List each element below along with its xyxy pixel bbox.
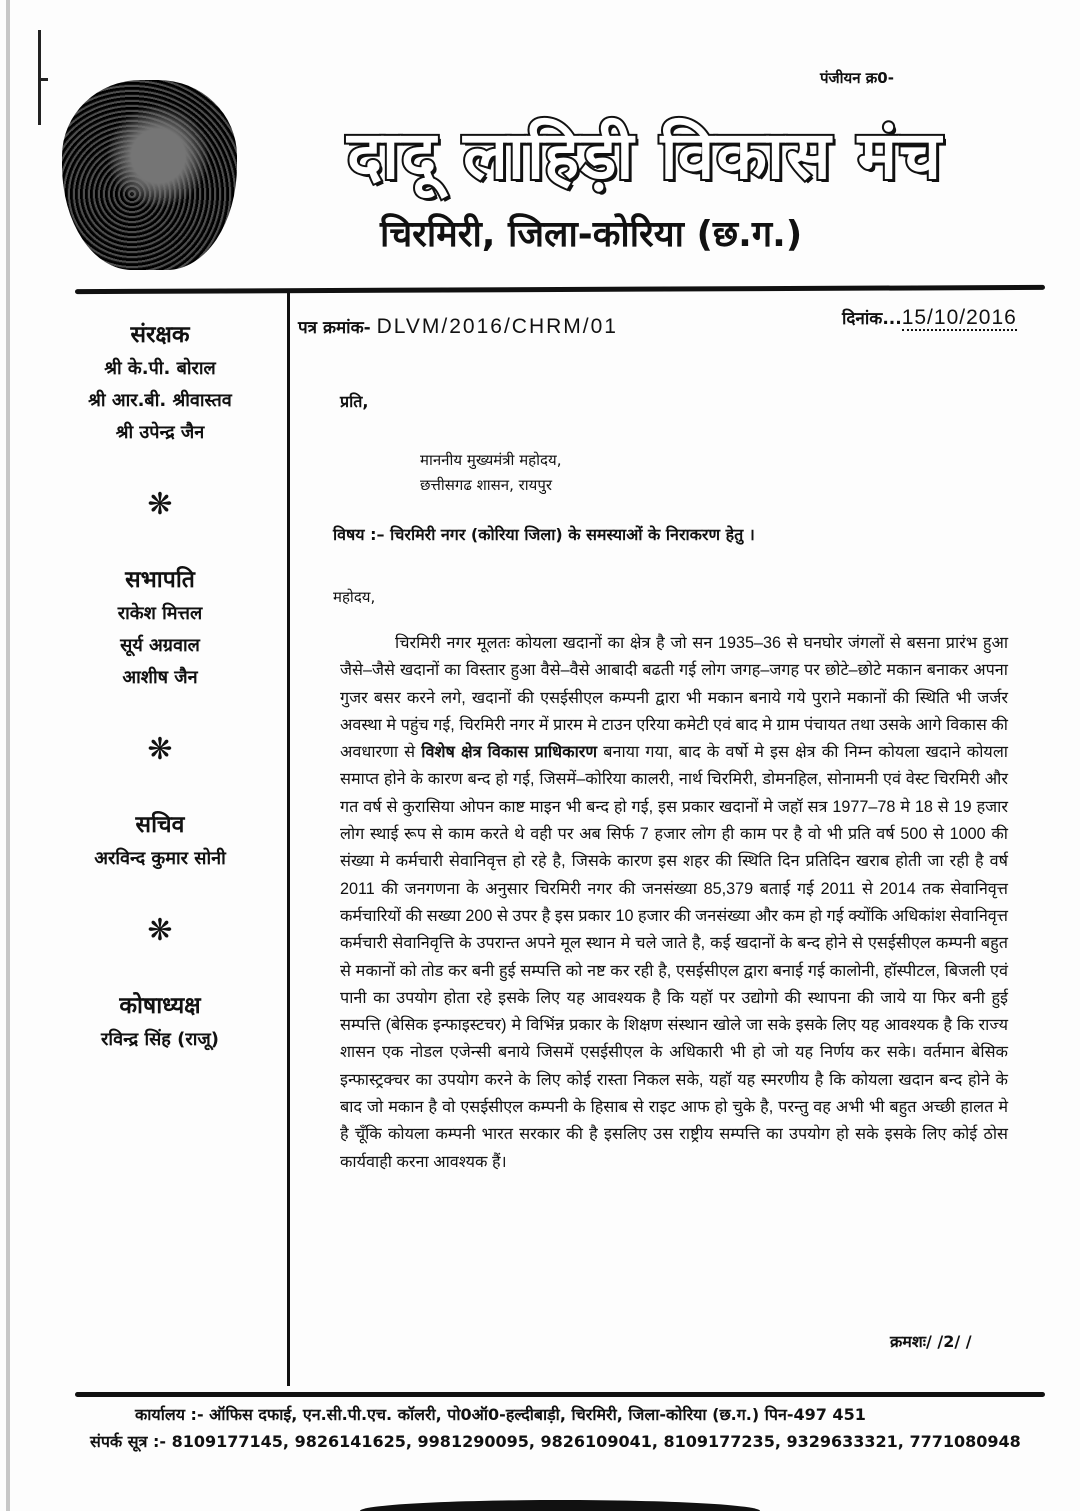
role-title: संरक्षक <box>130 322 190 348</box>
letter-reference <box>298 315 618 339</box>
addressee-line: माननीय मुख्यमंत्री महोदय, <box>420 451 562 469</box>
member-name: रविन्द्र सिंह (राजू) <box>101 1029 219 1050</box>
member-name: श्री आर.बी. श्रीवास्तव <box>88 390 232 411</box>
office-address: कार्यालय :- ऑफिस दफाई, एन.सी.पी.एच. कॉलरी, पो0ऑ0-हल्दीबाड़ी, चिरमिरी, जिला-कोरिया (छ.ग.) पिन-497 451 <box>135 1405 866 1424</box>
contact-numbers: संपर्क सूत्र :- 8109177145, 9826141625, 9981290095, 9826109041, 8109177235, 9329633321, 7771080948 <box>90 1432 1021 1451</box>
reference-label: पत्र क्रमांक- <box>298 318 371 338</box>
registration-label: पंजीयन क्र0- <box>820 69 894 87</box>
date-value: 15/10/2016 <box>901 306 1017 329</box>
role-title: कोषाध्यक्ष <box>119 993 201 1019</box>
date-label: दिनांक... <box>842 309 902 329</box>
member-name: श्री के.पी. बोराल <box>104 358 216 379</box>
member-name: राकेश मित्तल <box>117 603 203 624</box>
role-title: सचिव <box>135 812 185 838</box>
member-name: अरविन्द कुमार सोनी <box>94 848 226 869</box>
scan-mark <box>38 78 48 81</box>
body-text: चिरमिरी नगर मूलतः कोयला खदानों का क्षेत्र है जो सन 1935–36 से घनघोर जंगलों से बसना प्रारंभ हुआ जैसे–जैसे खदानों का विस्तार हुआ वैसे–वैसे आबादी बढती गई लोग जगह–जगह पर छोटे–छोटे मकान बनाकर अपना गुजर बसर करने लगे, खदानों की एसईसीएल कम्पनी द्वारा भी मकान बनाये गये पुराने मकानों की स्थिति भी जर्जर अवस्था मे पहुंच गई, चिरमिरी नगर में प्रारम मे टाउन एरिया कमेटी एवं बाद मे ग्राम पंचायत तथा उसके आगे विकास की अवधारणा से <box>340 634 1008 762</box>
reference-number: DLVM/2016/CHRM/01 <box>376 315 618 338</box>
body-text: बनाया गया, बाद के वर्षो मे इस क्षेत्र की निम्न कोयला खदाने कोयला समाप्त होने के कारण बन्द हो गई, जिसमें–कोरिया कालरी, नार्थ चिरमिरी, डोमनहिल, सोनामनी एवं वेस्ट चिरमिरी और गत वर्ष से कुरासिया ओपन काष्ट माइन भी बन्द हो गई, इस प्रकार खदानों मे जहॉ सत्र 1977–78 मे 18 से 19 हजार लोग स्थाई रूप से काम करते थे वही पर अब सिर्फ 7 हजार लोग ही काम पर है वो भी प्रति वर्ष 500 से 1000 की संख्या मे कर्मचारी सेवानिवृत्त हो रहे है, जिसके कारण इस शहर की स्थिति दिन प्रतिदिन खराब होती जा रही है वर्ष 2011 की जनगणना के अनुसार चिरमिरी नगर की जनसंख्या 85,379 बताई गई 2011 से 2014 तक सेवानिवृत्त कर्मचारियों की सख्या 200 से उपर है इस प्रकार 10 हजार की जनसंख्या और कम हो गई क्योंकि अधिकांश सेवानिवृत्त कर्मचारी सेवानिवृत्ति के उपरान्त अपने मूल स्थान मे चले जाते है, कई खदानों के बन्द होने से एसईसीएल कम्पनी बहुत से मकानों को तोड कर बनी हुई सम्पत्ति को नष्ट कर रही है, एसईसीएल द्वारा बनाई गई कालोनी, हॉस्पीटल, बिजली एवं पानी का उपयोग होता रहे इसके लिए यह आवश्यक है कि यहॉ पर उद्योगो की स्थापना की जाये या फिर बनी हुई सम्पत्ति (बेसिक इन्फाइस्टचर) मे विभिंन्न प्रकार के शिक्षण संस्थान खोले जा सके इसके लिए यह आवश्यक है कि राज्य शासन एक नोडल एजेन्सी बनाये जिसमें एसईसीएल के अधिकारी भी हो जो यह निर्णय कर सके। वर्तमान बेसिक इन्फास्ट्रक्चर का उपयोग करने के लिए कोई रास्ता निकल सके, यहॉ यह स्मरणीय है कि कोयला खदान बन्द होने के बाद जो मकान है वो एसईसीएल कम्पनी के हिसाब से राइट आफ हो चुके है, परन्तु वह अभी भी बहुत अच्छी हालत मे है चूँकि कोयला कम्पनी भारत सरकार की है इसलिए उस राष्ट्रीय सम्पत्ति का उपयोग हो सके इसके लिए कोई ठोस कार्यवाही करना आवश्यक हैं। <box>340 743 1008 1171</box>
founder-portrait <box>62 80 237 270</box>
sidebar-section-chairman <box>40 562 280 694</box>
sidebar-section-patron <box>40 317 280 449</box>
footer-ornament <box>360 1500 760 1511</box>
letter-subject: विषय :– चिरमिरी नगर (कोरिया जिला) के समस्याओं के निराकरण हेतु । <box>333 525 755 544</box>
body-bold-text: विशेष क्षेत्र विकास प्राधिकारण <box>421 743 598 762</box>
column-divider <box>287 289 290 1386</box>
footer-divider <box>75 1392 1045 1397</box>
addressee-line: छत्तीसगढ शासन, रायपुर <box>420 476 553 494</box>
asterisk-separator-icon: ❋ <box>147 913 173 948</box>
recipient-address <box>420 448 561 498</box>
member-name: सूर्य अग्रवाल <box>120 635 200 656</box>
member-name: श्री उपेन्द्र जैन <box>115 422 205 443</box>
salutation: महोदय, <box>333 588 376 606</box>
member-name: आशीष जैन <box>122 667 198 688</box>
letter-date <box>842 306 1017 330</box>
asterisk-separator-icon: ❋ <box>147 732 173 767</box>
header-divider <box>75 285 1045 294</box>
recipient-prefix: प्रति, <box>340 392 369 411</box>
sidebar-section-secretary <box>40 807 280 875</box>
continuation-marker: क्रमशः/ /2/ / <box>890 1332 972 1351</box>
asterisk-separator-icon: ❋ <box>147 487 173 522</box>
scan-edge <box>6 0 10 1511</box>
office-bearers-sidebar <box>40 305 280 1056</box>
org-location: चिरमिरी, जिला-कोरिया (छ.ग.) <box>380 214 803 255</box>
sidebar-section-treasurer <box>40 988 280 1056</box>
role-title: सभापति <box>125 567 195 593</box>
org-name: दादू लाहिड़ी विकास मंच <box>346 117 944 194</box>
letter-body <box>340 630 1008 1176</box>
